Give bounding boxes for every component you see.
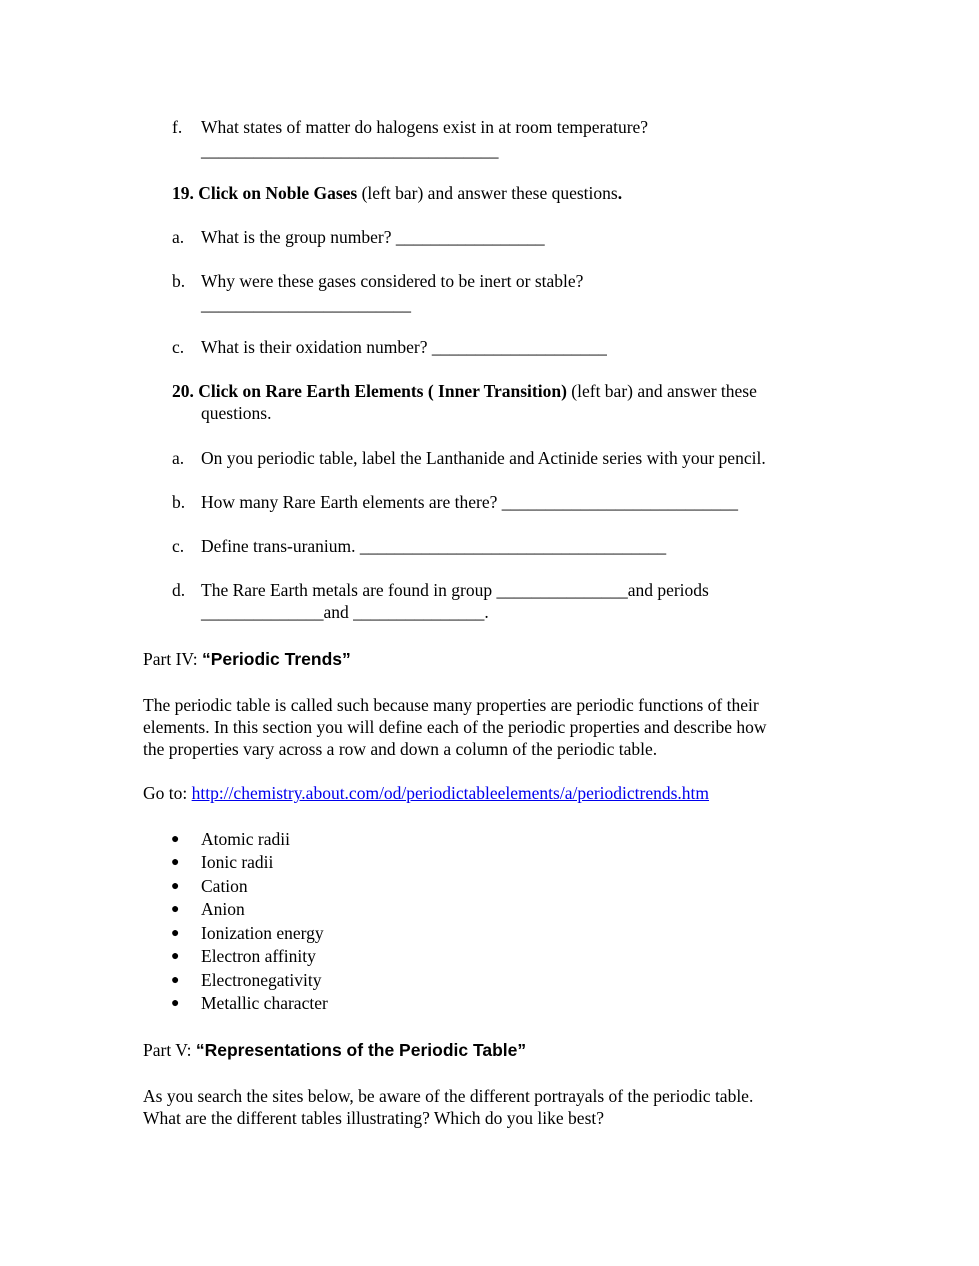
- q20c-label: c.: [172, 536, 185, 556]
- q19-instruction: Click on Noble Gases: [198, 183, 358, 203]
- q20b-label: b.: [172, 492, 186, 512]
- q20d-text-line2: ______________and _______________.: [201, 602, 489, 622]
- part5-prefix: Part V:: [143, 1040, 196, 1060]
- q20b-text: How many Rare Earth elements are there? ___________________________: [201, 492, 739, 512]
- q19b-answer-blank: ________________________: [201, 294, 411, 314]
- q19-number: 19.: [172, 183, 194, 203]
- bullet-icon: ●: [171, 996, 180, 1011]
- q20a-text: On you periodic table, label the Lanthanide and Actinide series with your pencil.: [201, 448, 766, 468]
- bullet-icon: ●: [171, 949, 180, 964]
- part4-heading: [143, 648, 351, 670]
- bullet-icon: ●: [171, 879, 180, 894]
- periodic-trends-link[interactable]: http://chemistry.about.com/od/periodictableelements/a/periodictrends.htm: [191, 783, 710, 803]
- part4-para-line1: The periodic table is called such because many properties are periodic functions of their: [143, 695, 759, 715]
- bullet-icon: ●: [171, 902, 180, 917]
- q20-instruction: Click on Rare Earth Elements ( Inner Transition): [198, 381, 567, 401]
- part5-para-line1: As you search the sites below, be aware of the different portrayals of the periodic table.: [143, 1086, 754, 1106]
- q18f-label: f.: [172, 117, 183, 137]
- part5-heading: [143, 1039, 526, 1061]
- q20-number: 20.: [172, 381, 194, 401]
- q19a-label: a.: [172, 227, 185, 247]
- q19b-text: Why were these gases considered to be inert or stable?: [201, 271, 584, 291]
- list-item: Cation: [201, 876, 248, 896]
- q20c-text: Define trans-uranium. ___________________________________: [201, 536, 667, 556]
- q19c-text: What is their oxidation number? ____________________: [201, 337, 607, 357]
- bullet-icon: ●: [171, 832, 180, 847]
- q20d-label: d.: [172, 580, 186, 600]
- bullet-icon: ●: [171, 973, 180, 988]
- list-item: Electronegativity: [201, 970, 322, 990]
- part5-title: “Representations of the Periodic Table”: [195, 1040, 527, 1060]
- q19a-text: What is the group number? _________________: [201, 227, 545, 247]
- part4-goto: [143, 782, 709, 804]
- q19b-label: b.: [172, 271, 186, 291]
- q20a-label: a.: [172, 448, 185, 468]
- q18f-text: What states of matter do halogens exist in at room temperature?: [201, 117, 649, 137]
- q19-instruction-rest: (left bar) and answer these questions: [357, 183, 618, 203]
- part4-title: “Periodic Trends”: [201, 649, 351, 669]
- q20d-text: The Rare Earth metals are found in group _______________and periods: [201, 580, 709, 600]
- list-item: Ionic radii: [201, 852, 274, 872]
- part5-para-line2: What are the different tables illustrating? Which do you like best?: [143, 1108, 605, 1128]
- q20-heading-line2: questions.: [201, 403, 272, 423]
- q18f-answer-blank: __________________________________: [201, 140, 499, 160]
- q19-heading: [172, 182, 622, 204]
- bullet-icon: ●: [171, 855, 180, 870]
- list-item: Metallic character: [201, 993, 328, 1013]
- list-item: Ionization energy: [201, 923, 324, 943]
- q20-instruction-rest: (left bar) and answer these: [566, 381, 757, 401]
- list-item: Atomic radii: [201, 829, 290, 849]
- q19c-label: c.: [172, 337, 185, 357]
- list-item: Anion: [201, 899, 245, 919]
- part4-para-line3: the properties vary across a row and down a column of the periodic table.: [143, 739, 658, 759]
- q20-heading: [172, 380, 757, 402]
- list-item: Electron affinity: [201, 946, 316, 966]
- part4-prefix: Part IV:: [143, 649, 202, 669]
- goto-label: Go to:: [143, 783, 192, 803]
- bullet-icon: ●: [171, 926, 180, 941]
- part4-para-line2: elements. In this section you will define each of the periodic properties and describe how: [143, 717, 767, 737]
- q19-period: .: [617, 183, 623, 203]
